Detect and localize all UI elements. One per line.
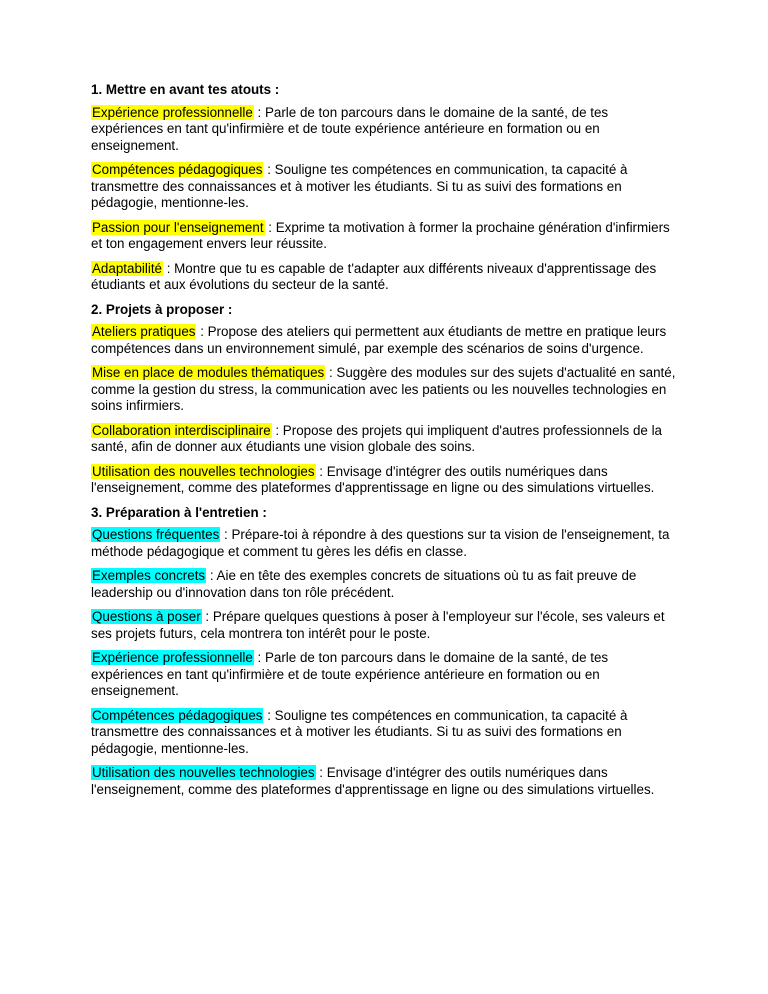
- document-page: [91, 82, 681, 806]
- paragraph-text: : Montre que tu es capable de t'adapter aux différents niveaux d'apprentissage des étudiants et aux évolutions du secteur de la santé.: [91, 260, 657, 292]
- highlighted-term: Expérience professionnelle: [92, 650, 253, 665]
- highlighted-term: Questions à poser: [92, 609, 201, 624]
- paragraph: [91, 162, 681, 212]
- paragraph: [91, 527, 681, 560]
- section-heading: 2. Projets à proposer :: [91, 301, 233, 317]
- paragraph-text: : Prépare quelques questions à poser à l'employeur sur l'école, ses valeurs et ses projets futurs, cela montrera ton intérêt pour le poste.: [91, 609, 665, 641]
- paragraph-text: : Souligne tes compétences en communication, ta capacité à transmettre des connaissances et à motiver les étudiants. Si tu as suivi des formations en pédagogie, mentionne-les.: [91, 162, 628, 210]
- highlighted-term: Exemples concrets: [92, 568, 206, 583]
- paragraph: [91, 105, 681, 155]
- section-entretien: [91, 505, 681, 799]
- section-heading: 3. Préparation à l'entretien :: [91, 504, 267, 520]
- paragraph-text: : Parle de ton parcours dans le domaine de la santé, de tes expériences en tant qu'infirmière et de toute expérience antérieure en formation ou en enseignement.: [91, 650, 609, 698]
- paragraph-text: : Aie en tête des exemples concrets de situations où tu as fait preuve de leadership ou d'innovation dans ton rôle précédent.: [91, 568, 637, 600]
- section-atouts: [91, 82, 681, 294]
- paragraph-text: : Souligne tes compétences en communication, ta capacité à transmettre des connaissances et à motiver les étudiants. Si tu as suivi des formations en pédagogie, mentionne-les.: [91, 707, 628, 756]
- highlighted-term: Utilisation des nouvelles technologies: [92, 765, 315, 780]
- paragraph-text: : Exprime ta motivation à former la prochaine génération d'infirmiers et ton engagement envers leur réussite.: [91, 219, 670, 251]
- paragraph: [91, 324, 681, 357]
- paragraph-text: : Parle de ton parcours dans le domaine de la santé, de tes expériences en tant qu'infirmière et de toute expérience antérieure en formation ou en enseignement.: [91, 104, 609, 153]
- paragraph: [91, 365, 681, 415]
- highlighted-term: Compétences pédagogiques: [92, 707, 263, 723]
- paragraph: [91, 464, 681, 497]
- paragraph-text: : Propose des ateliers qui permettent aux étudiants de mettre en pratique leurs compétences dans un environnement simulé, par exemple des scénarios de soins d'urgence.: [91, 324, 667, 356]
- paragraph: [91, 765, 681, 798]
- section-projets: [91, 302, 681, 497]
- paragraph-text: : Propose des projets qui impliquent d'autres professionnels de la santé, afin de donner aux étudiants une vision globale des soins.: [91, 422, 663, 454]
- paragraph: [91, 708, 681, 758]
- paragraph-text: : Prépare-toi à répondre à des questions sur ta vision de l'enseignement, ta méthode pédagogique et comment tu gères les défis en classe.: [91, 527, 670, 559]
- highlighted-term: Expérience professionnelle: [92, 104, 253, 120]
- paragraph-text: : Envisage d'intégrer des outils numériques dans l'enseignement, comme des plateformes d'apprentissage en ligne ou des simulations virtuelles.: [91, 463, 655, 495]
- paragraph: [91, 568, 681, 601]
- paragraph: [91, 609, 681, 642]
- highlighted-term: Adaptabilité: [92, 260, 162, 276]
- paragraph-text: : Envisage d'intégrer des outils numériques dans l'enseignement, comme des plateformes d'apprentissage en ligne ou des simulations virtuelles.: [91, 765, 655, 797]
- paragraph: [91, 650, 681, 700]
- paragraph-text: : Suggère des modules sur des sujets d'actualité en santé, comme la gestion du stress, la communication avec les patients ou les nouvelles technologies en soins infirmiers.: [91, 365, 676, 413]
- section-heading: 1. Mettre en avant tes atouts :: [91, 82, 280, 97]
- paragraph: [91, 220, 681, 253]
- highlighted-term: Utilisation des nouvelles technologies: [92, 463, 315, 479]
- paragraph: [91, 261, 681, 294]
- paragraph: [91, 423, 681, 456]
- highlighted-term: Collaboration interdisciplinaire: [92, 422, 271, 438]
- highlighted-term: Questions fréquentes: [92, 527, 220, 542]
- highlighted-term: Ateliers pratiques: [92, 324, 196, 339]
- highlighted-term: Passion pour l'enseignement: [92, 219, 264, 235]
- highlighted-term: Mise en place de modules thématiques: [92, 365, 325, 380]
- highlighted-term: Compétences pédagogiques: [92, 162, 263, 177]
